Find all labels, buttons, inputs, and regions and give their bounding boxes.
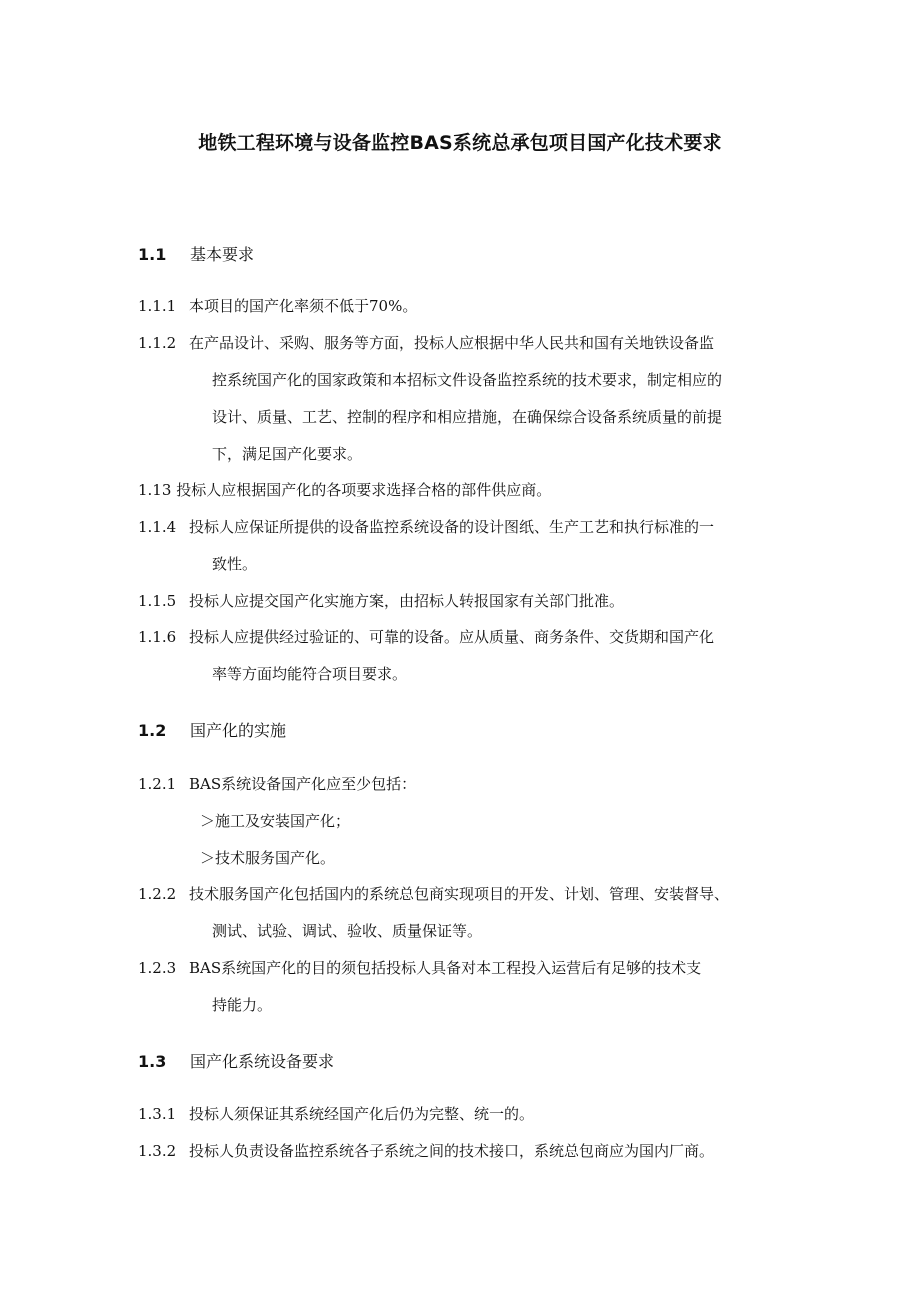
clause-1-3-2 xyxy=(138,1141,714,1161)
list-item: ＞施工及安装国产化； xyxy=(200,812,351,830)
section-title: 国产化的实施 xyxy=(190,721,287,740)
section-title: 国产化系统设备要求 xyxy=(190,1052,335,1071)
clause-text: BAS系统设备国产化应至少包括： xyxy=(189,775,417,793)
clause-number: 1.1.2 xyxy=(138,334,177,352)
clause-1-1-2 xyxy=(138,333,714,353)
clause-number: 1.1.6 xyxy=(138,628,177,646)
clause-1-1-4 xyxy=(138,517,714,537)
section-number: 1.1 xyxy=(138,245,167,264)
clause-text: 投标人应提供经过验证的、可靠的设备。应从质量、商务条件、交货期和国产化 xyxy=(189,628,715,646)
clause-1-1-6 xyxy=(138,627,714,647)
clause-number: 1.13 xyxy=(138,481,172,499)
clause-text: 在产品设计、采购、服务等方面，投标人应根据中华人民共和国有关地铁设备监 xyxy=(189,334,715,352)
clause-number: 1.1.1 xyxy=(138,297,177,315)
document-title: 地铁工程环境与设备监控BAS系统总承包项目国产化技术要求 xyxy=(198,132,722,154)
clause-number: 1.1.5 xyxy=(138,592,177,610)
clause-1-2-2 xyxy=(138,884,729,904)
clause-text-continued: 设计、质量、工艺、控制的程序和相应措施，在确保综合设备系统质量的前提 xyxy=(212,408,723,426)
clause-text: 本项目的国产化率须不低于70%。 xyxy=(189,297,418,315)
section-heading-1-3 xyxy=(138,1049,334,1072)
clause-text: BAS系统国产化的目的须包括投标人具备对本工程投入运营后有足够的技术支 xyxy=(189,959,702,977)
clause-text-continued: 率等方面均能符合项目要求。 xyxy=(212,665,408,683)
section-number: 1.2 xyxy=(138,721,167,740)
clause-number: 1.3.1 xyxy=(138,1105,177,1123)
clause-text: 技术服务国产化包括国内的系统总包商实现项目的开发、计划、管理、安装督导、 xyxy=(189,885,730,903)
clause-1-1-5 xyxy=(138,591,624,611)
clause-number: 1.1.4 xyxy=(138,518,177,536)
clause-1-2-1 xyxy=(138,774,416,794)
clause-text: 投标人应根据国产化的各项要求选择合格的部件供应商。 xyxy=(176,481,552,499)
clause-1-1-1 xyxy=(138,296,417,316)
clause-1-13 xyxy=(138,480,551,500)
section-heading-1-2 xyxy=(138,718,286,741)
clause-text-continued: 致性。 xyxy=(212,555,258,573)
section-number: 1.3 xyxy=(138,1052,167,1071)
clause-number: 1.2.1 xyxy=(138,775,177,793)
clause-1-3-1 xyxy=(138,1104,534,1124)
section-title: 基本要求 xyxy=(190,245,255,264)
clause-text-continued: 持能力。 xyxy=(212,996,273,1014)
section-heading-1-1 xyxy=(138,242,254,265)
clause-text: 投标人负责设备监控系统各子系统之间的技术接口，系统总包商应为国内厂商。 xyxy=(189,1142,715,1160)
clause-number: 1.2.3 xyxy=(138,959,177,977)
clause-number: 1.3.2 xyxy=(138,1142,177,1160)
list-item: ＞技术服务国产化。 xyxy=(200,849,336,867)
clause-text: 投标人须保证其系统经国产化后仍为完整、统一的。 xyxy=(189,1105,535,1123)
clause-text-continued: 下，满足国产化要求。 xyxy=(212,445,363,463)
clause-1-2-3 xyxy=(138,958,701,978)
clause-text: 投标人应保证所提供的设备监控系统设备的设计图纸、生产工艺和执行标准的一 xyxy=(189,518,715,536)
clause-text-continued: 控系统国产化的国家政策和本招标文件设备监控系统的技术要求，制定相应的 xyxy=(212,371,723,389)
clause-text: 投标人应提交国产化实施方案，由招标人转报国家有关部门批准。 xyxy=(189,592,625,610)
clause-text-continued: 测试、试验、调试、验收、质量保证等。 xyxy=(212,922,483,940)
clause-number: 1.2.2 xyxy=(138,885,177,903)
